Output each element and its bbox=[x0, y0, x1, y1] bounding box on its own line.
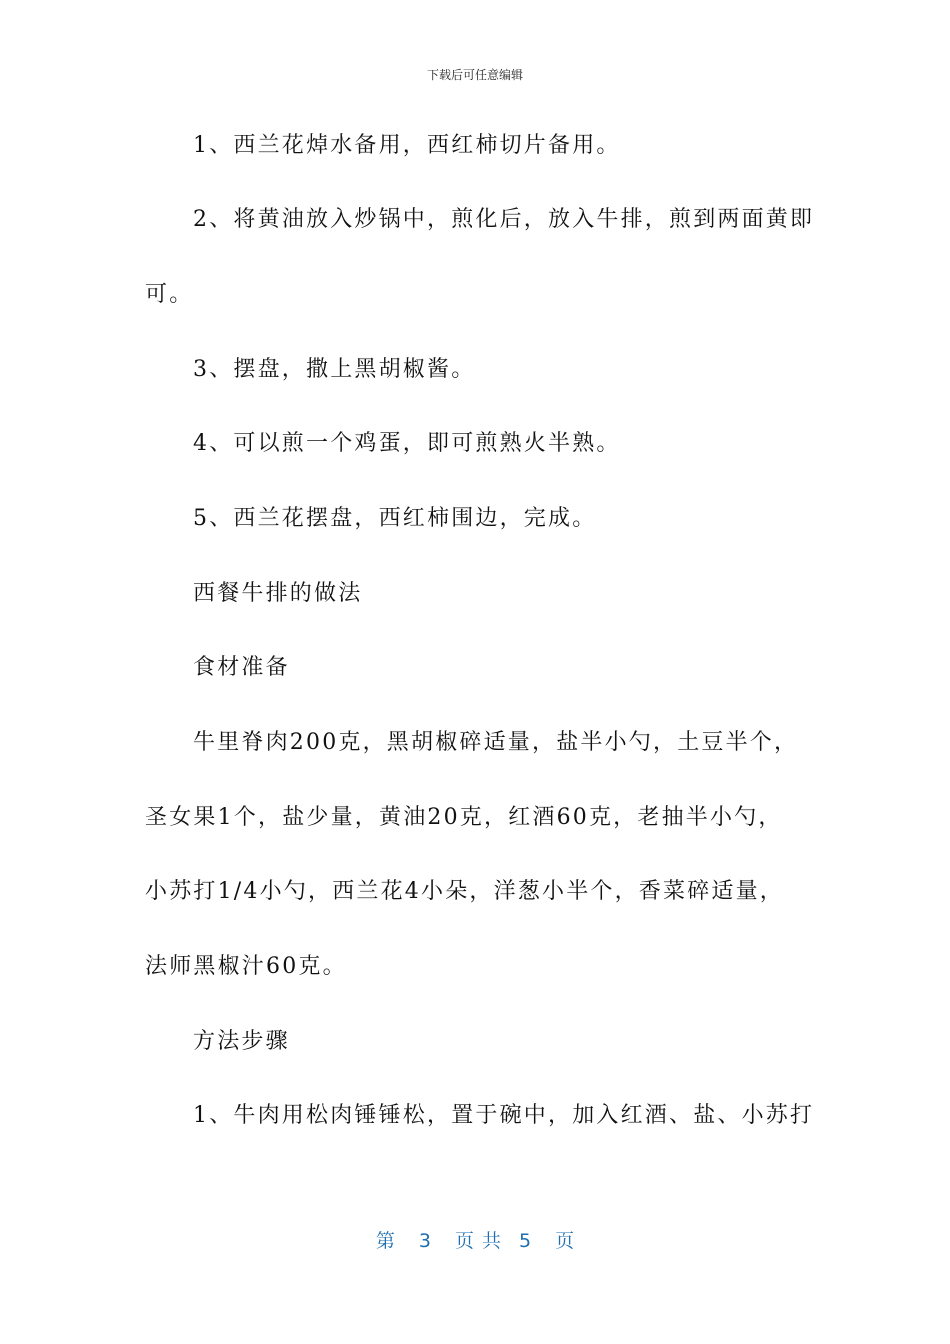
page-header: 下载后可任意编辑 bbox=[426, 68, 523, 82]
ingredients-line-4: 法师黑椒汁60克。 bbox=[145, 954, 347, 979]
method-line-1: 1、牛肉用松肉锤锤松，置于碗中，加入红酒、盐、小苏打 bbox=[193, 1103, 815, 1128]
section-heading: 西餐牛排的做法 bbox=[193, 581, 363, 606]
subheading-method: 方法步骤 bbox=[193, 1029, 290, 1054]
step-line-4: 4、可以煎一个鸡蛋，即可煎熟火半熟。 bbox=[193, 431, 621, 456]
step-line-2-continued: 可。 bbox=[145, 282, 194, 307]
step-line-3: 3、摆盘，撒上黑胡椒酱。 bbox=[193, 357, 476, 382]
step-line-2: 2、将黄油放入炒锅中，煎化后，放入牛排，煎到两面黄即 bbox=[193, 207, 815, 232]
total-pages-number: 5 bbox=[519, 1230, 532, 1252]
step-line-5: 5、西兰花摆盘，西红柿围边，完成。 bbox=[193, 506, 597, 531]
step-line-1: 1、西兰花焯水备用，西红柿切片备用。 bbox=[193, 133, 621, 158]
footer-suffix: 页 bbox=[555, 1230, 575, 1252]
ingredients-line-3: 小苏打1/4小勺，西兰花4小朵，洋葱小半个，香菜碎适量， bbox=[145, 879, 785, 904]
ingredients-line-2: 圣女果1个，盐少量，黄油20克，红酒60克，老抽半小勺， bbox=[145, 805, 783, 830]
footer-mid: 页共 bbox=[454, 1230, 509, 1252]
ingredients-line-1: 牛里脊肉200克，黑胡椒碎适量，盐半小勺，土豆半个， bbox=[193, 730, 799, 755]
footer-prefix: 第 bbox=[375, 1230, 395, 1252]
page-footer bbox=[0, 1226, 950, 1253]
subheading-ingredients: 食材准备 bbox=[193, 655, 290, 680]
current-page-number: 3 bbox=[418, 1230, 431, 1252]
